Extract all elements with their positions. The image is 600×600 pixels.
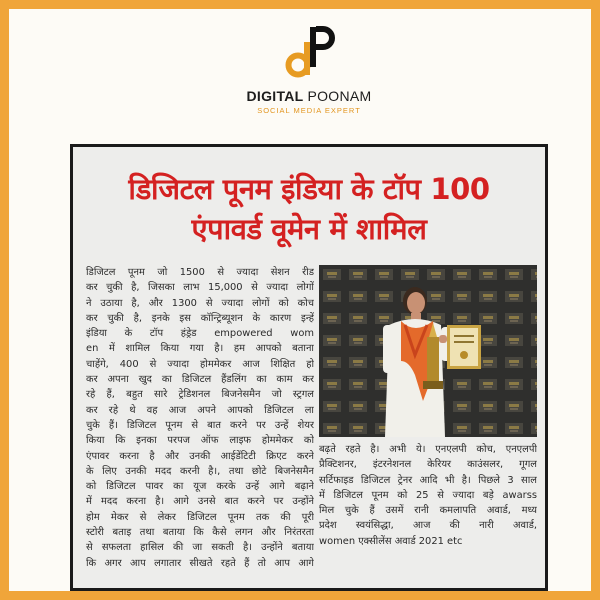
text-line: इंडिया के टॉप हंड्रेड empowered wom (86, 328, 314, 340)
headline-line: डिजिटल पूनम इंडिया के टॉप 100 (128, 172, 490, 206)
brand-header (9, 21, 600, 117)
brand-name-light: POONAM (307, 88, 372, 104)
article-photo (319, 265, 537, 437)
text-line: में मदद करना है। आगे उनसे बात करने पर उन्होंने (86, 496, 314, 508)
text-line: स्टोरी बताइ तथा बताया कि कैसे लगन और निरंतरता (86, 527, 314, 539)
text-line: चुके हैं। डिजिटल पूनम से बात करने पर उन्हें शेयर (86, 419, 314, 431)
text-line: डिजिटल पूनम जो 1500 से ज्यादा सेशन रीड (86, 267, 314, 278)
text-line: सर्टिफाइड डिजिटल ट्रेनर आदि भी है। पिछले 3 साल (319, 474, 537, 486)
text-line: के लिए उनकी मदद करनी है।, तथा छोटे बिजनेसमैन (86, 465, 314, 477)
text-line: में डिजिटल पूनम को 25 से ज्यादा बड़े awarss (319, 489, 537, 501)
text-line: कर चुकी है, इनके इस कॉन्ट्रिब्यूशन के कारण इन्हें (86, 312, 314, 324)
text-line: ने उठाया है, और 1300 से ज्यादा लोगों को कोच (86, 297, 314, 309)
article-right-column (319, 442, 537, 549)
text-line: से सफलता हासिल की जा सकती है। उन्होंने बताया (86, 542, 314, 554)
newspaper-clipping (70, 144, 548, 591)
digital-poonam-logo (279, 23, 339, 85)
text-line: प्रदेश स्वयंसिद्धा, आज की नारी अवार्ड, (319, 520, 537, 532)
text-line: चाहेंगे, 400 से ज्यादा होममेकर आज शिक्षित हो (86, 358, 314, 370)
text-line: को डिजिटल पावर का यूज करके उन्हें आगे बढ़ाने (86, 481, 314, 493)
article-left-column (86, 265, 314, 571)
text-line: कर रहे थे वह आज अपने आपको डिजिटल ला (86, 404, 314, 416)
text-line: मिल चुके हैं उसमें रानी कमलापति अवार्ड, मध्य (319, 505, 537, 517)
text-line: कि अगर आप लगातार सीखते रहते हैं तो आप आगे (86, 557, 314, 569)
headline-line: एंपावर्ड वूमेन में शामिल (191, 212, 427, 246)
text-line: किया कि इनका परपज ऑफ लाइफ होममेकर को (86, 435, 314, 447)
text-line: कर चुकी है, जिसका लाभ 15,000 से ज्यादा लोगों (86, 282, 314, 294)
text-line: प्रैक्टिशनर, इंटरनेशनल केरियर काउंसलर, गूगल (319, 459, 537, 471)
award-photo-illustration (319, 265, 537, 437)
text-line: एंपावर करना है और उनकी आईडेंटिटी क्रिएट करने (86, 450, 314, 462)
text-line: बढ़ते रहते है। अभी ये। एनएलपी कोच, एनएलपी (319, 444, 537, 455)
text-line: कर अपना खुद का डिजिटल हैंडलिंग का काम कर (86, 374, 314, 386)
text-line: रहे हैं, बहुत सारे ट्रेडिशनल बिजनेसमैन जो स्ट्रगल (86, 389, 314, 401)
text-line: en में शामिल किया गया है। हम आपको बताना (86, 343, 314, 355)
brand-name (9, 88, 600, 104)
brand-name-bold: DIGITAL (246, 88, 304, 104)
brand-tagline: SOCIAL MEDIA EXPERT (257, 106, 361, 115)
text-line: होम मेकर से लेकर डिजिटल पूनम तक की पूरी (86, 511, 314, 523)
article-headline (73, 169, 545, 249)
text-line: women एक्सीलेंस अवार्ड 2021 etc (319, 535, 463, 547)
